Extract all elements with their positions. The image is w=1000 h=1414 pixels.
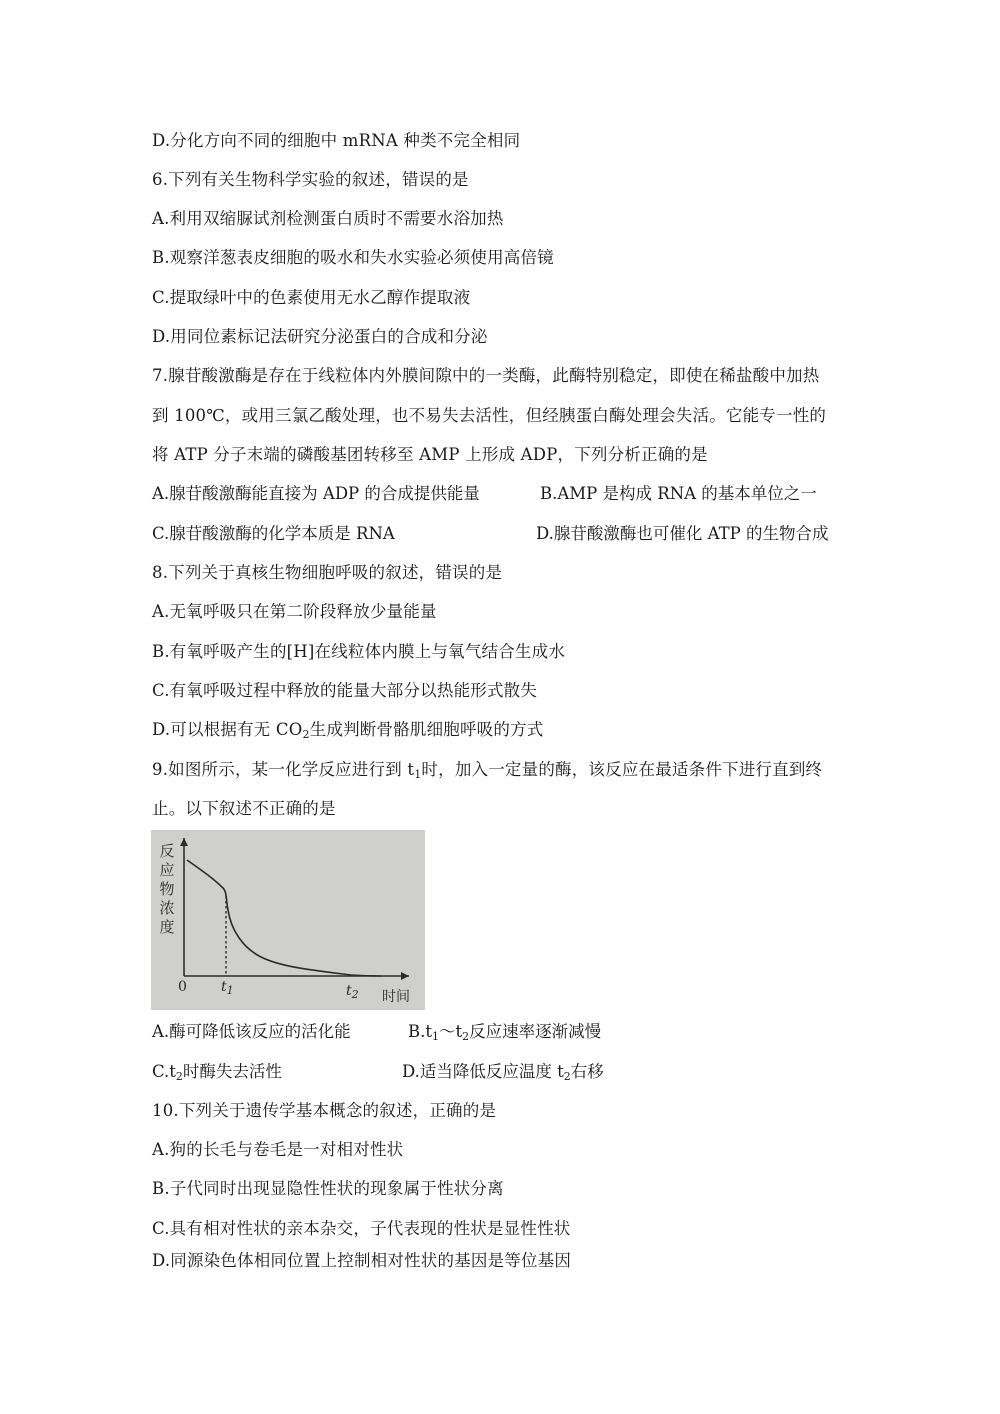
q9-option-c: $C.t_2$时酶失去活性 — [152, 1062, 282, 1083]
q8-option-c: C.有氧呼吸过程中释放的能量大部分以热能形式散失 — [152, 681, 538, 700]
q9-option-d: D.适当降低反应温度 $t_2$右移 — [402, 1062, 604, 1083]
concentration-curve — [187, 860, 381, 976]
q7-option-b: B.AMP 是构成 RNA 的基本单位之一 — [540, 484, 817, 503]
q8-stem: 8.下列关于真核生物细胞呼吸的叙述，错误的是 — [152, 563, 503, 582]
origin-label: 0 — [178, 979, 187, 995]
q6-stem: 6.下列有关生物科学实验的叙述，错误的是 — [152, 170, 469, 189]
x-axis-arrow — [401, 972, 409, 980]
q9-option-b: $B.t_1\sim t_2$反应速率逐渐减慢 — [408, 1022, 602, 1043]
q10-option-c: C.具有相对性状的亲本杂交，子代表现的性状是显性性状 — [152, 1219, 571, 1238]
q7-option-d: D.腺苷酸激酶也可催化 ATP 的生物合成 — [536, 524, 829, 543]
q9-stem-line2: 止。以下叙述不正确的是 — [152, 799, 336, 818]
q7-stem-line2: 到 100℃，或用三氯乙酸处理，也不易失去活性，但经胰蛋白酶处理会失活。它能专一性的 — [152, 406, 827, 425]
q10-option-d: D.同源染色体相同位置上控制相对性状的基因是等位基因 — [152, 1251, 572, 1270]
q6-option-c: C.提取绿叶中的色素使用无水乙醇作提取液 — [152, 288, 471, 307]
figure-plot — [151, 830, 425, 1010]
q10-stem: 10.下列关于遗传学基本概念的叙述，正确的是 — [152, 1101, 497, 1120]
t2-label: $t_2$ — [346, 983, 359, 1001]
q5-option-d: D.分化方向不同的细胞中 mRNA 种类不完全相同 — [152, 131, 521, 150]
q6-option-a: A.利用双缩脲试剂检测蛋白质时不需要水浴加热 — [152, 209, 504, 228]
q8-option-a: A.无氧呼吸只在第二阶段释放少量能量 — [152, 602, 437, 621]
reaction-concentration-figure — [151, 830, 425, 1010]
q10-option-a: A.狗的长毛与卷毛是一对相对性状 — [152, 1140, 404, 1159]
q8-option-b: B.有氧呼吸产生的[H]在线粒体内膜上与氧气结合生成水 — [152, 642, 566, 661]
q6-option-d: D.用同位素标记法研究分泌蛋白的合成和分泌 — [152, 327, 488, 346]
q7-stem-line3: 将 ATP 分子末端的磷酸基团转移至 AMP 上形成 ADP，下列分析正确的是 — [152, 445, 708, 464]
q6-option-b: B.观察洋葱表皮细胞的吸水和失水实验必须使用高倍镜 — [152, 248, 554, 267]
q9-stem-line1: 9.如图所示，某一化学反应进行到 $t_1$时，加入一定量的酶，该反应在最适条件下进行直到终 — [152, 760, 823, 781]
q7-option-a: A.腺苷酸激酶能直接为 ADP 的合成提供能量 — [152, 484, 480, 503]
y-axis-label: 反应物浓度 — [159, 842, 175, 936]
q9-option-a: A.酶可降低该反应的活化能 — [152, 1022, 351, 1041]
q8-option-d: D.可以根据有无 $CO_2$生成判断骨骼肌细胞呼吸的方式 — [152, 720, 544, 741]
q10-option-b: B.子代同时出现显隐性性状的现象属于性状分离 — [152, 1179, 504, 1198]
x-axis-label: 时间 — [382, 989, 410, 1005]
t1-label: $t_1$ — [221, 979, 234, 997]
y-axis-arrow — [180, 838, 188, 846]
q7-option-c: C.腺苷酸激酶的化学本质是 RNA — [152, 524, 395, 543]
q7-stem-line1: 7.腺苷酸激酶是存在于线粒体内外膜间隙中的一类酶，此酶特别稳定，即使在稀盐酸中加热 — [152, 366, 820, 385]
